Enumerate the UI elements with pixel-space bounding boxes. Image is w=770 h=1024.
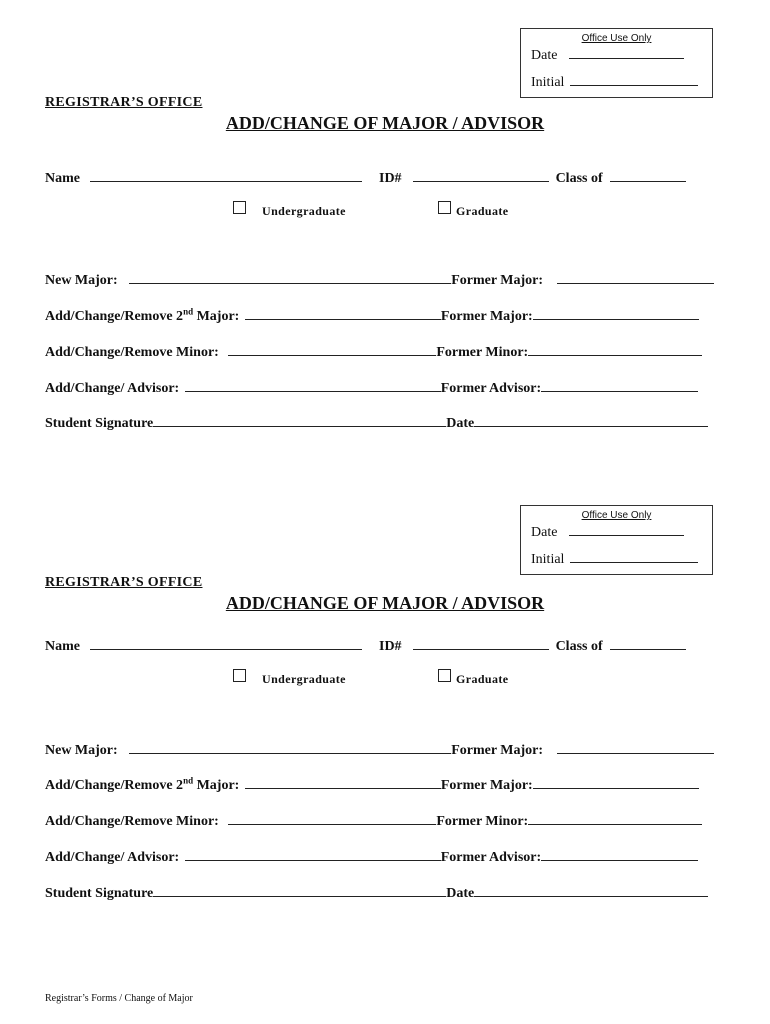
office-date-field[interactable]: [569, 523, 684, 536]
class-of-label: Class of: [555, 171, 603, 186]
graduate-checkbox[interactable]: [438, 669, 451, 682]
second-major-label: Add/Change/Remove 2nd Major:: [45, 775, 240, 793]
new-major-field[interactable]: [129, 741, 451, 754]
advisor-field[interactable]: [185, 379, 441, 392]
office-use-title: Office Use Only: [581, 510, 652, 521]
former-major-label: Former Major:: [451, 743, 544, 758]
office-initial-label: Initial: [531, 75, 565, 90]
student-signature-label: Student Signature: [45, 886, 154, 901]
date-field[interactable]: [474, 414, 708, 427]
class-of-field[interactable]: [610, 169, 686, 182]
advisor-label: Add/Change/ Advisor:: [45, 381, 180, 396]
new-major-label: New Major:: [45, 743, 118, 758]
advisor-label: Add/Change/ Advisor:: [45, 850, 180, 865]
former-major-label-2: Former Major:: [440, 778, 533, 793]
student-signature-label: Student Signature: [45, 416, 154, 431]
office-initial-field[interactable]: [570, 73, 698, 86]
former-major-field-2[interactable]: [533, 307, 699, 320]
former-major-field-2[interactable]: [533, 776, 699, 789]
name-field[interactable]: [90, 637, 362, 650]
former-minor-label: Former Minor:: [436, 345, 529, 360]
graduate-label: Graduate: [456, 204, 509, 218]
date-label: Date: [446, 416, 475, 431]
graduate-checkbox[interactable]: [438, 201, 451, 214]
former-major-label: Former Major:: [451, 273, 544, 288]
former-minor-field[interactable]: [528, 812, 702, 825]
second-major-field[interactable]: [245, 776, 441, 789]
undergraduate-checkbox[interactable]: [233, 201, 246, 214]
second-major-field[interactable]: [245, 307, 441, 320]
former-major-field[interactable]: [557, 741, 714, 754]
page-footer: Registrar’s Forms / Change of Major: [45, 993, 193, 1004]
new-major-field[interactable]: [129, 271, 451, 284]
class-of-label: Class of: [555, 639, 603, 654]
former-major-label-2: Former Major:: [440, 309, 533, 324]
office-date-field[interactable]: [569, 46, 684, 59]
undergraduate-label: Undergraduate: [262, 672, 346, 686]
office-date-label: Date: [531, 525, 558, 540]
former-minor-label: Former Minor:: [436, 814, 529, 829]
id-field[interactable]: [413, 637, 549, 650]
name-label: Name: [45, 639, 80, 654]
minor-label: Add/Change/Remove Minor:: [45, 345, 219, 360]
undergraduate-checkbox[interactable]: [233, 669, 246, 682]
student-signature-field[interactable]: [153, 414, 446, 427]
former-advisor-field[interactable]: [541, 848, 698, 861]
office-initial-label: Initial: [531, 552, 565, 567]
advisor-field[interactable]: [185, 848, 441, 861]
registrar-office-heading: REGISTRAR’S OFFICE: [45, 95, 203, 110]
id-label: ID#: [379, 639, 402, 654]
minor-label: Add/Change/Remove Minor:: [45, 814, 219, 829]
graduate-label: Graduate: [456, 672, 509, 686]
name-label: Name: [45, 171, 80, 186]
office-date-label: Date: [531, 48, 558, 63]
registrar-office-heading: REGISTRAR’S OFFICE: [45, 575, 203, 590]
id-field[interactable]: [413, 169, 549, 182]
date-field[interactable]: [474, 884, 708, 897]
form-title: ADD/CHANGE OF MAJOR / ADVISOR: [225, 113, 545, 133]
second-major-label: Add/Change/Remove 2nd Major:: [45, 306, 240, 324]
name-field[interactable]: [90, 169, 362, 182]
office-use-box-1: [520, 28, 713, 98]
minor-field[interactable]: [228, 343, 436, 356]
date-label: Date: [446, 886, 475, 901]
office-use-box-2: [520, 505, 713, 575]
form-title: ADD/CHANGE OF MAJOR / ADVISOR: [225, 593, 545, 613]
undergraduate-label: Undergraduate: [262, 204, 346, 218]
former-major-field[interactable]: [557, 271, 714, 284]
former-minor-field[interactable]: [528, 343, 702, 356]
former-advisor-label: Former Advisor:: [440, 850, 542, 865]
student-signature-field[interactable]: [153, 884, 446, 897]
new-major-label: New Major:: [45, 273, 118, 288]
office-initial-field[interactable]: [570, 550, 698, 563]
former-advisor-label: Former Advisor:: [440, 381, 542, 396]
former-advisor-field[interactable]: [541, 379, 698, 392]
class-of-field[interactable]: [610, 637, 686, 650]
id-label: ID#: [379, 171, 402, 186]
minor-field[interactable]: [228, 812, 436, 825]
office-use-title: Office Use Only: [581, 33, 652, 44]
